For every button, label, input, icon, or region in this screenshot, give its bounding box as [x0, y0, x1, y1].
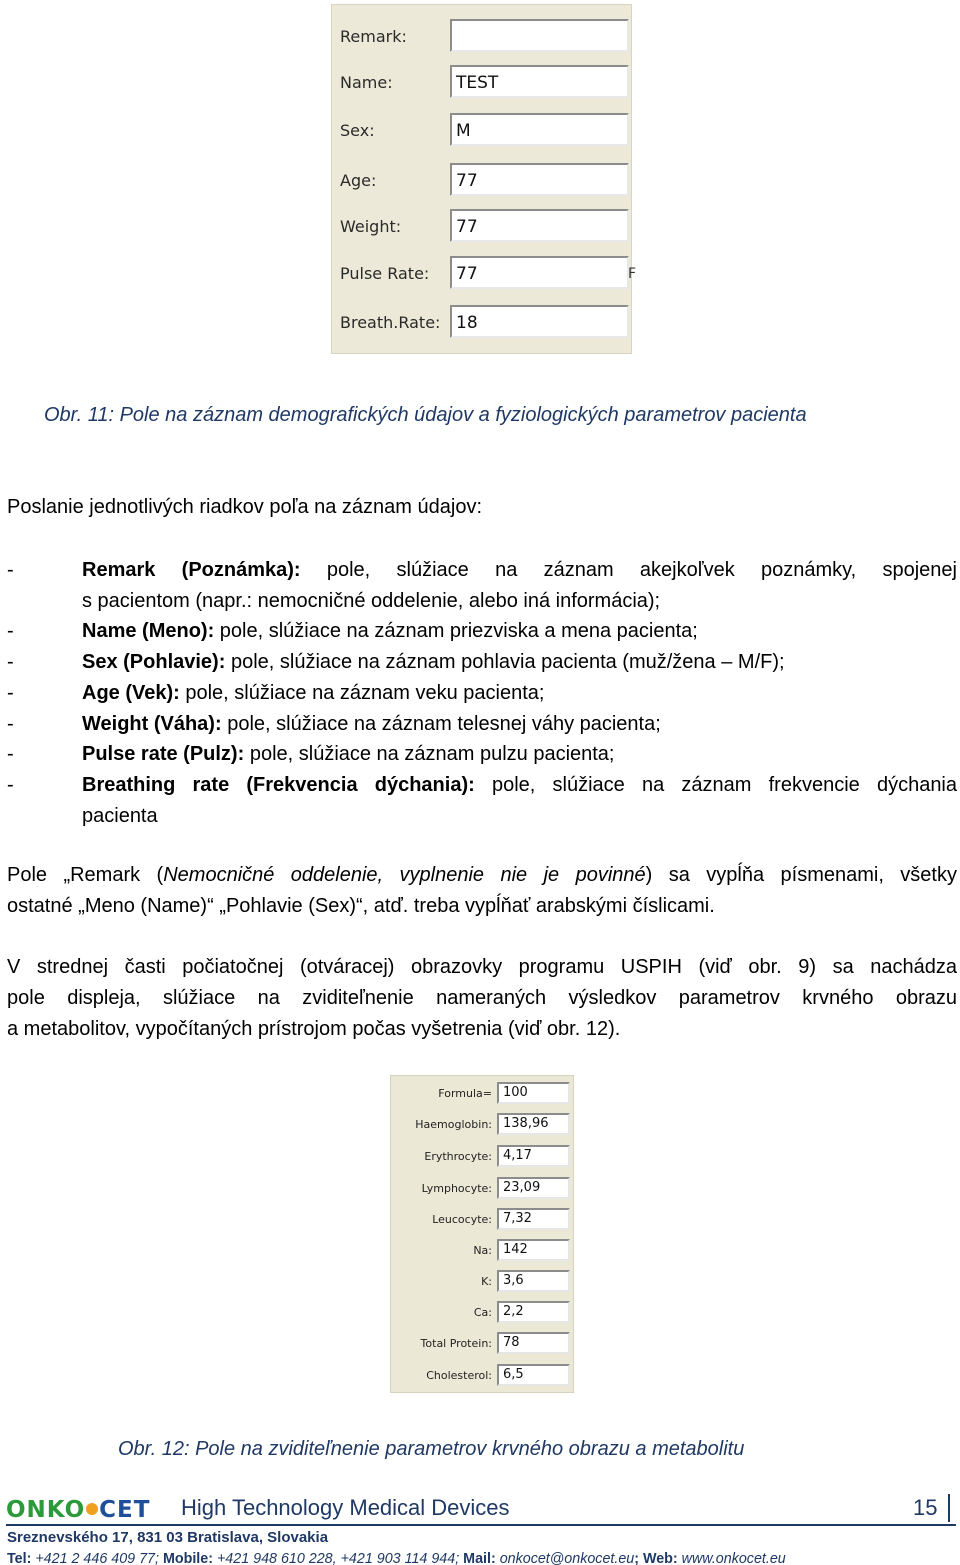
param-label: Formula= [438, 1087, 492, 1100]
param-label: Lymphocyte: [421, 1182, 492, 1195]
form-row-sex [332, 113, 633, 153]
figure-patient-form [331, 4, 637, 354]
footer-title: High Technology Medical Devices [181, 1495, 510, 1520]
param-label: Na: [473, 1244, 492, 1257]
list-term: Name (Meno): [82, 620, 215, 643]
param-label: Total Protein: [420, 1337, 492, 1350]
list-term: Age (Vek): [82, 681, 180, 704]
param-label: K: [481, 1275, 492, 1288]
name-field: TEST [450, 65, 629, 98]
footer-web: www.onkocet.eu [677, 1551, 786, 1565]
onkocet-logo: ONKO CET [6, 1497, 151, 1523]
logo-dot-icon [86, 1503, 98, 1515]
list-term: Breathing rate (Frekvencia dýchania): [82, 773, 475, 796]
param-value: 6,5 [497, 1364, 570, 1386]
paragraph-display-field: V strednej časti počiatočnej (otváracej) obrazovky programu USPIH (viď obr. 9) sa nachádza pole displeja, slúžiace na zviditeľnenie nameraných výsledkov parametrov krvného obrazu a metabolitov, vypočítaných prístrojom počas vyšetrenia (viď obr. 12). [7, 956, 957, 1040]
breath-field: 18 [450, 305, 629, 338]
param-value: 3,6 [497, 1270, 570, 1292]
param-row [391, 1268, 575, 1296]
param-row [391, 1111, 575, 1139]
param-row [391, 1080, 575, 1108]
form-row-name [332, 65, 633, 105]
param-label: Leucocyte: [432, 1213, 492, 1226]
pulse-label: Pulse Rate: [340, 264, 430, 283]
list-item: - Name (Meno): pole, slúžiace na záznam priezviska a mena pacienta; [7, 620, 698, 643]
breath-label: Breath.Rate: [340, 313, 441, 332]
clipped-label: F [628, 266, 637, 282]
page-number: 15 [913, 1495, 938, 1520]
param-label: Cholesterol: [426, 1369, 492, 1382]
param-value: 2,2 [497, 1301, 570, 1323]
list-item: - Weight (Váha): pole, slúžiace na záznam telesnej váhy pacienta; [7, 712, 661, 735]
field-description-list [7, 555, 957, 831]
param-row [391, 1143, 575, 1171]
sex-label: Sex: [340, 121, 375, 140]
param-value: 100 [497, 1082, 570, 1104]
form-row-age [332, 163, 633, 203]
param-label: Erythrocyte: [424, 1150, 492, 1163]
param-value: 4,17 [497, 1145, 570, 1167]
param-value: 78 [497, 1332, 570, 1354]
param-value: 142 [497, 1239, 570, 1261]
remark-field [450, 19, 629, 52]
age-field: 77 [450, 163, 629, 196]
param-row [391, 1299, 575, 1327]
footer-rule [6, 1524, 956, 1526]
weight-field: 77 [450, 209, 629, 242]
form-row-pulse [332, 256, 637, 296]
name-label: Name: [340, 73, 393, 92]
list-item: - Age (Vek): pole, slúžiace na záznam veku pacienta; [7, 681, 545, 704]
remark-label: Remark: [340, 27, 407, 46]
sex-field: M [450, 113, 629, 146]
figure-blood-parameters [390, 1075, 574, 1393]
form-row-remark [332, 19, 633, 59]
param-label: Ca: [473, 1306, 492, 1319]
param-row [391, 1237, 575, 1265]
param-row [391, 1175, 575, 1203]
footer-address: Sreznevského 17, 831 03 Bratislava, Slovakia [7, 1529, 329, 1546]
list-term: Sex (Pohlavie): [82, 651, 226, 674]
page-footer [0, 1487, 960, 1565]
list-term: Weight (Váha): [82, 712, 222, 735]
param-label: Haemoglobin: [415, 1118, 492, 1131]
param-row [391, 1330, 575, 1358]
list-term: Pulse rate (Pulz): [82, 743, 245, 766]
form-row-breath [332, 305, 633, 345]
list-term: Remark (Poznámka): [82, 559, 301, 581]
figure-11-caption: Obr. 11: Pole na záznam demografických údajov a fyziologických parametrov pacienta [44, 404, 807, 426]
param-value: 7,32 [497, 1208, 570, 1230]
form-row-weight [332, 209, 633, 249]
list-item: - Pulse rate (Pulz): pole, slúžiace na záznam pulzu pacienta; [7, 743, 615, 766]
figure-12-caption: Obr. 12: Pole na zviditeľnenie parametrov krvného obrazu a metabolitu [118, 1438, 745, 1460]
param-row [391, 1206, 575, 1234]
list-item: - Sex (Pohlavie): pole, slúžiace na záznam pohlavia pacienta (muž/žena – M/F); [7, 651, 785, 674]
intro-text: Poslanie jednotlivých riadkov poľa na záznam údajov: [7, 496, 482, 518]
list-item: - Remark (Poznámka): pole, slúžiace na záznam akejkoľvek poznámky, spojenej s pacientom (napr.: nemocničné oddelenie, alebo iná informácia); [7, 559, 957, 612]
weight-label: Weight: [340, 217, 402, 236]
footer-divider [948, 1494, 950, 1522]
param-value: 138,96 [497, 1113, 570, 1135]
footer-contact: Tel: +421 2 446 409 77; Mobile: +421 948 610 228, +421 903 114 944; Mail: onkocet@onkocet.eu; Web: www.onkocet.eu [7, 1551, 786, 1565]
param-row [391, 1362, 575, 1390]
paragraph-remark-note: Pole „Remark (Nemocničné oddelenie, vyplnenie nie je povinné) sa vypĺňa písmenami, všetky ostatné „Meno (Name)“ „Pohlavie (Sex)“, atď. treba vypĺňať arabskými číslicami. [7, 864, 957, 917]
param-value: 23,09 [497, 1177, 570, 1199]
age-label: Age: [340, 171, 377, 190]
footer-email: onkocet@onkocet.eu [495, 1551, 635, 1565]
pulse-field: 77 [450, 256, 629, 289]
list-item: - Breathing rate (Frekvencia dýchania): pole, slúžiace na záznam frekvencie dýchania pacienta [7, 773, 958, 827]
